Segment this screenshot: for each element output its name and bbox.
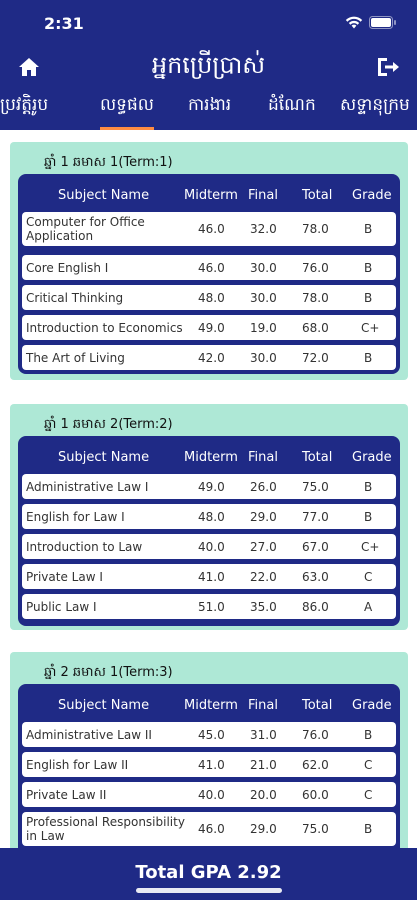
midterm-score: 49.0 xyxy=(198,321,225,335)
subject-name: Computer for Office Application xyxy=(26,215,145,243)
table-row[interactable] xyxy=(22,285,396,310)
col-final: Final xyxy=(248,450,278,465)
final-score: 35.0 xyxy=(250,600,277,614)
col-midterm: Midterm xyxy=(184,698,238,713)
final-score: 30.0 xyxy=(250,261,277,275)
term-card xyxy=(10,142,408,380)
grade-letter: C+ xyxy=(361,540,380,554)
tab-results[interactable]: លទ្ធផល xyxy=(100,94,154,126)
subject-name: English for Law II xyxy=(26,758,129,772)
status-icons xyxy=(345,16,397,29)
results-list[interactable] xyxy=(0,130,417,848)
home-indicator[interactable] xyxy=(136,888,282,893)
total-score: 76.0 xyxy=(302,261,329,275)
term-title: ឆ្នាំ 1 ឆមាស 1(Term:1) xyxy=(44,155,173,170)
total-score: 60.0 xyxy=(302,788,329,802)
table-header xyxy=(18,698,400,714)
subject-name: Critical Thinking xyxy=(26,291,124,305)
col-total: Total xyxy=(302,698,333,713)
subject-name: English for Law I xyxy=(26,510,125,524)
grade-table xyxy=(18,684,400,848)
final-score: 29.0 xyxy=(250,510,277,524)
midterm-score: 48.0 xyxy=(198,291,225,305)
grade-table xyxy=(18,436,400,626)
table-row[interactable] xyxy=(22,315,396,340)
total-score: 68.0 xyxy=(302,321,329,335)
grade-letter: B xyxy=(364,480,373,494)
midterm-score: 42.0 xyxy=(198,351,225,365)
midterm-score: 40.0 xyxy=(198,788,225,802)
final-score: 21.0 xyxy=(250,758,277,772)
final-score: 20.0 xyxy=(250,788,277,802)
midterm-score: 48.0 xyxy=(198,510,225,524)
total-score: 77.0 xyxy=(302,510,329,524)
term-card xyxy=(10,404,408,630)
term-card xyxy=(10,652,408,848)
table-row[interactable] xyxy=(22,212,396,246)
final-score: 22.0 xyxy=(250,570,277,584)
grade-letter: C xyxy=(364,788,373,802)
total-gpa: Total GPA 2.92 xyxy=(135,862,282,883)
total-score: 72.0 xyxy=(302,351,329,365)
tab-dictionary[interactable]: សទ្ទានុក្រម xyxy=(340,95,410,115)
midterm-score: 46.0 xyxy=(198,222,225,236)
subject-name: The Art of Living xyxy=(26,351,125,365)
grade-table xyxy=(18,174,400,374)
final-score: 29.0 xyxy=(250,822,277,836)
tab-profile[interactable]: ប្រវត្តិរូប xyxy=(0,95,49,115)
tab-share[interactable]: ដំណែក xyxy=(268,95,316,115)
logout-button[interactable] xyxy=(373,52,403,82)
grade-letter: C xyxy=(364,570,373,584)
midterm-score: 40.0 xyxy=(198,540,225,554)
midterm-score: 46.0 xyxy=(198,261,225,275)
col-grade: Grade xyxy=(352,698,392,713)
midterm-score: 51.0 xyxy=(198,600,225,614)
status-bar xyxy=(0,0,417,44)
total-score: 76.0 xyxy=(302,728,329,742)
subject-name: Private Law I xyxy=(26,570,103,584)
tab-bar xyxy=(0,90,417,130)
final-score: 31.0 xyxy=(250,728,277,742)
grade-letter: B xyxy=(364,222,373,236)
grade-letter: B xyxy=(364,291,373,305)
table-row[interactable] xyxy=(22,534,396,559)
subject-name: Administrative Law II xyxy=(26,728,152,742)
col-total: Total xyxy=(302,188,333,203)
total-score: 75.0 xyxy=(302,822,329,836)
midterm-score: 46.0 xyxy=(198,822,225,836)
col-total: Total xyxy=(302,450,333,465)
subject-name: Professional Responsibility in Law xyxy=(26,815,185,843)
battery-icon xyxy=(369,16,397,29)
table-header xyxy=(18,450,400,466)
subject-name: Core English I xyxy=(26,261,109,275)
grade-letter: A xyxy=(364,600,373,614)
col-subject: Subject Name xyxy=(58,450,150,465)
table-row[interactable] xyxy=(22,752,396,777)
final-score: 27.0 xyxy=(250,540,277,554)
table-header xyxy=(18,188,400,204)
table-row[interactable] xyxy=(22,594,396,619)
grade-letter: B xyxy=(364,261,373,275)
col-grade: Grade xyxy=(352,188,392,203)
col-final: Final xyxy=(248,698,278,713)
midterm-score: 41.0 xyxy=(198,570,225,584)
midterm-score: 41.0 xyxy=(198,758,225,772)
table-row[interactable] xyxy=(22,782,396,807)
final-score: 30.0 xyxy=(250,351,277,365)
subject-name: Introduction to Law xyxy=(26,540,143,554)
wifi-icon xyxy=(345,16,363,29)
col-final: Final xyxy=(248,188,278,203)
total-score: 67.0 xyxy=(302,540,329,554)
total-score: 62.0 xyxy=(302,758,329,772)
grade-letter: C+ xyxy=(361,321,380,335)
gpa-footer xyxy=(0,848,417,900)
subject-name: Administrative Law I xyxy=(26,480,149,494)
table-row[interactable] xyxy=(22,564,396,589)
grade-letter: C xyxy=(364,758,373,772)
final-score: 26.0 xyxy=(250,480,277,494)
midterm-score: 45.0 xyxy=(198,728,225,742)
subject-name: Private Law II xyxy=(26,788,107,802)
table-row[interactable] xyxy=(22,474,396,499)
app-header xyxy=(0,44,417,90)
table-row[interactable] xyxy=(22,722,396,747)
term-title: ឆ្នាំ 1 ឆមាស 2(Term:2) xyxy=(44,417,173,432)
subject-name: Public Law I xyxy=(26,600,97,614)
final-score: 32.0 xyxy=(250,222,277,236)
col-midterm: Midterm xyxy=(184,450,238,465)
tab-work[interactable]: ការងារ xyxy=(188,95,232,115)
grade-letter: B xyxy=(364,822,373,836)
grade-letter: B xyxy=(364,510,373,524)
col-subject: Subject Name xyxy=(58,698,150,713)
col-midterm: Midterm xyxy=(184,188,238,203)
midterm-score: 49.0 xyxy=(198,480,225,494)
table-row[interactable] xyxy=(22,504,396,529)
final-score: 19.0 xyxy=(250,321,277,335)
status-time: 2:31 xyxy=(44,14,84,33)
grade-letter: B xyxy=(364,728,373,742)
table-row[interactable] xyxy=(22,345,396,370)
total-score: 75.0 xyxy=(302,480,329,494)
total-score: 86.0 xyxy=(302,600,329,614)
subject-name: Introduction to Economics xyxy=(26,321,183,335)
final-score: 30.0 xyxy=(250,291,277,305)
total-score: 78.0 xyxy=(302,222,329,236)
col-subject: Subject Name xyxy=(58,188,150,203)
term-title: ឆ្នាំ 2 ឆមាស 1(Term:3) xyxy=(44,665,173,680)
col-grade: Grade xyxy=(352,450,392,465)
grade-letter: B xyxy=(364,351,373,365)
table-row[interactable] xyxy=(22,812,396,846)
logout-icon xyxy=(376,56,400,78)
total-score: 78.0 xyxy=(302,291,329,305)
page-title: អ្នកប្រើប្រាស់ xyxy=(151,51,266,79)
table-row[interactable] xyxy=(22,255,396,280)
total-score: 63.0 xyxy=(302,570,329,584)
